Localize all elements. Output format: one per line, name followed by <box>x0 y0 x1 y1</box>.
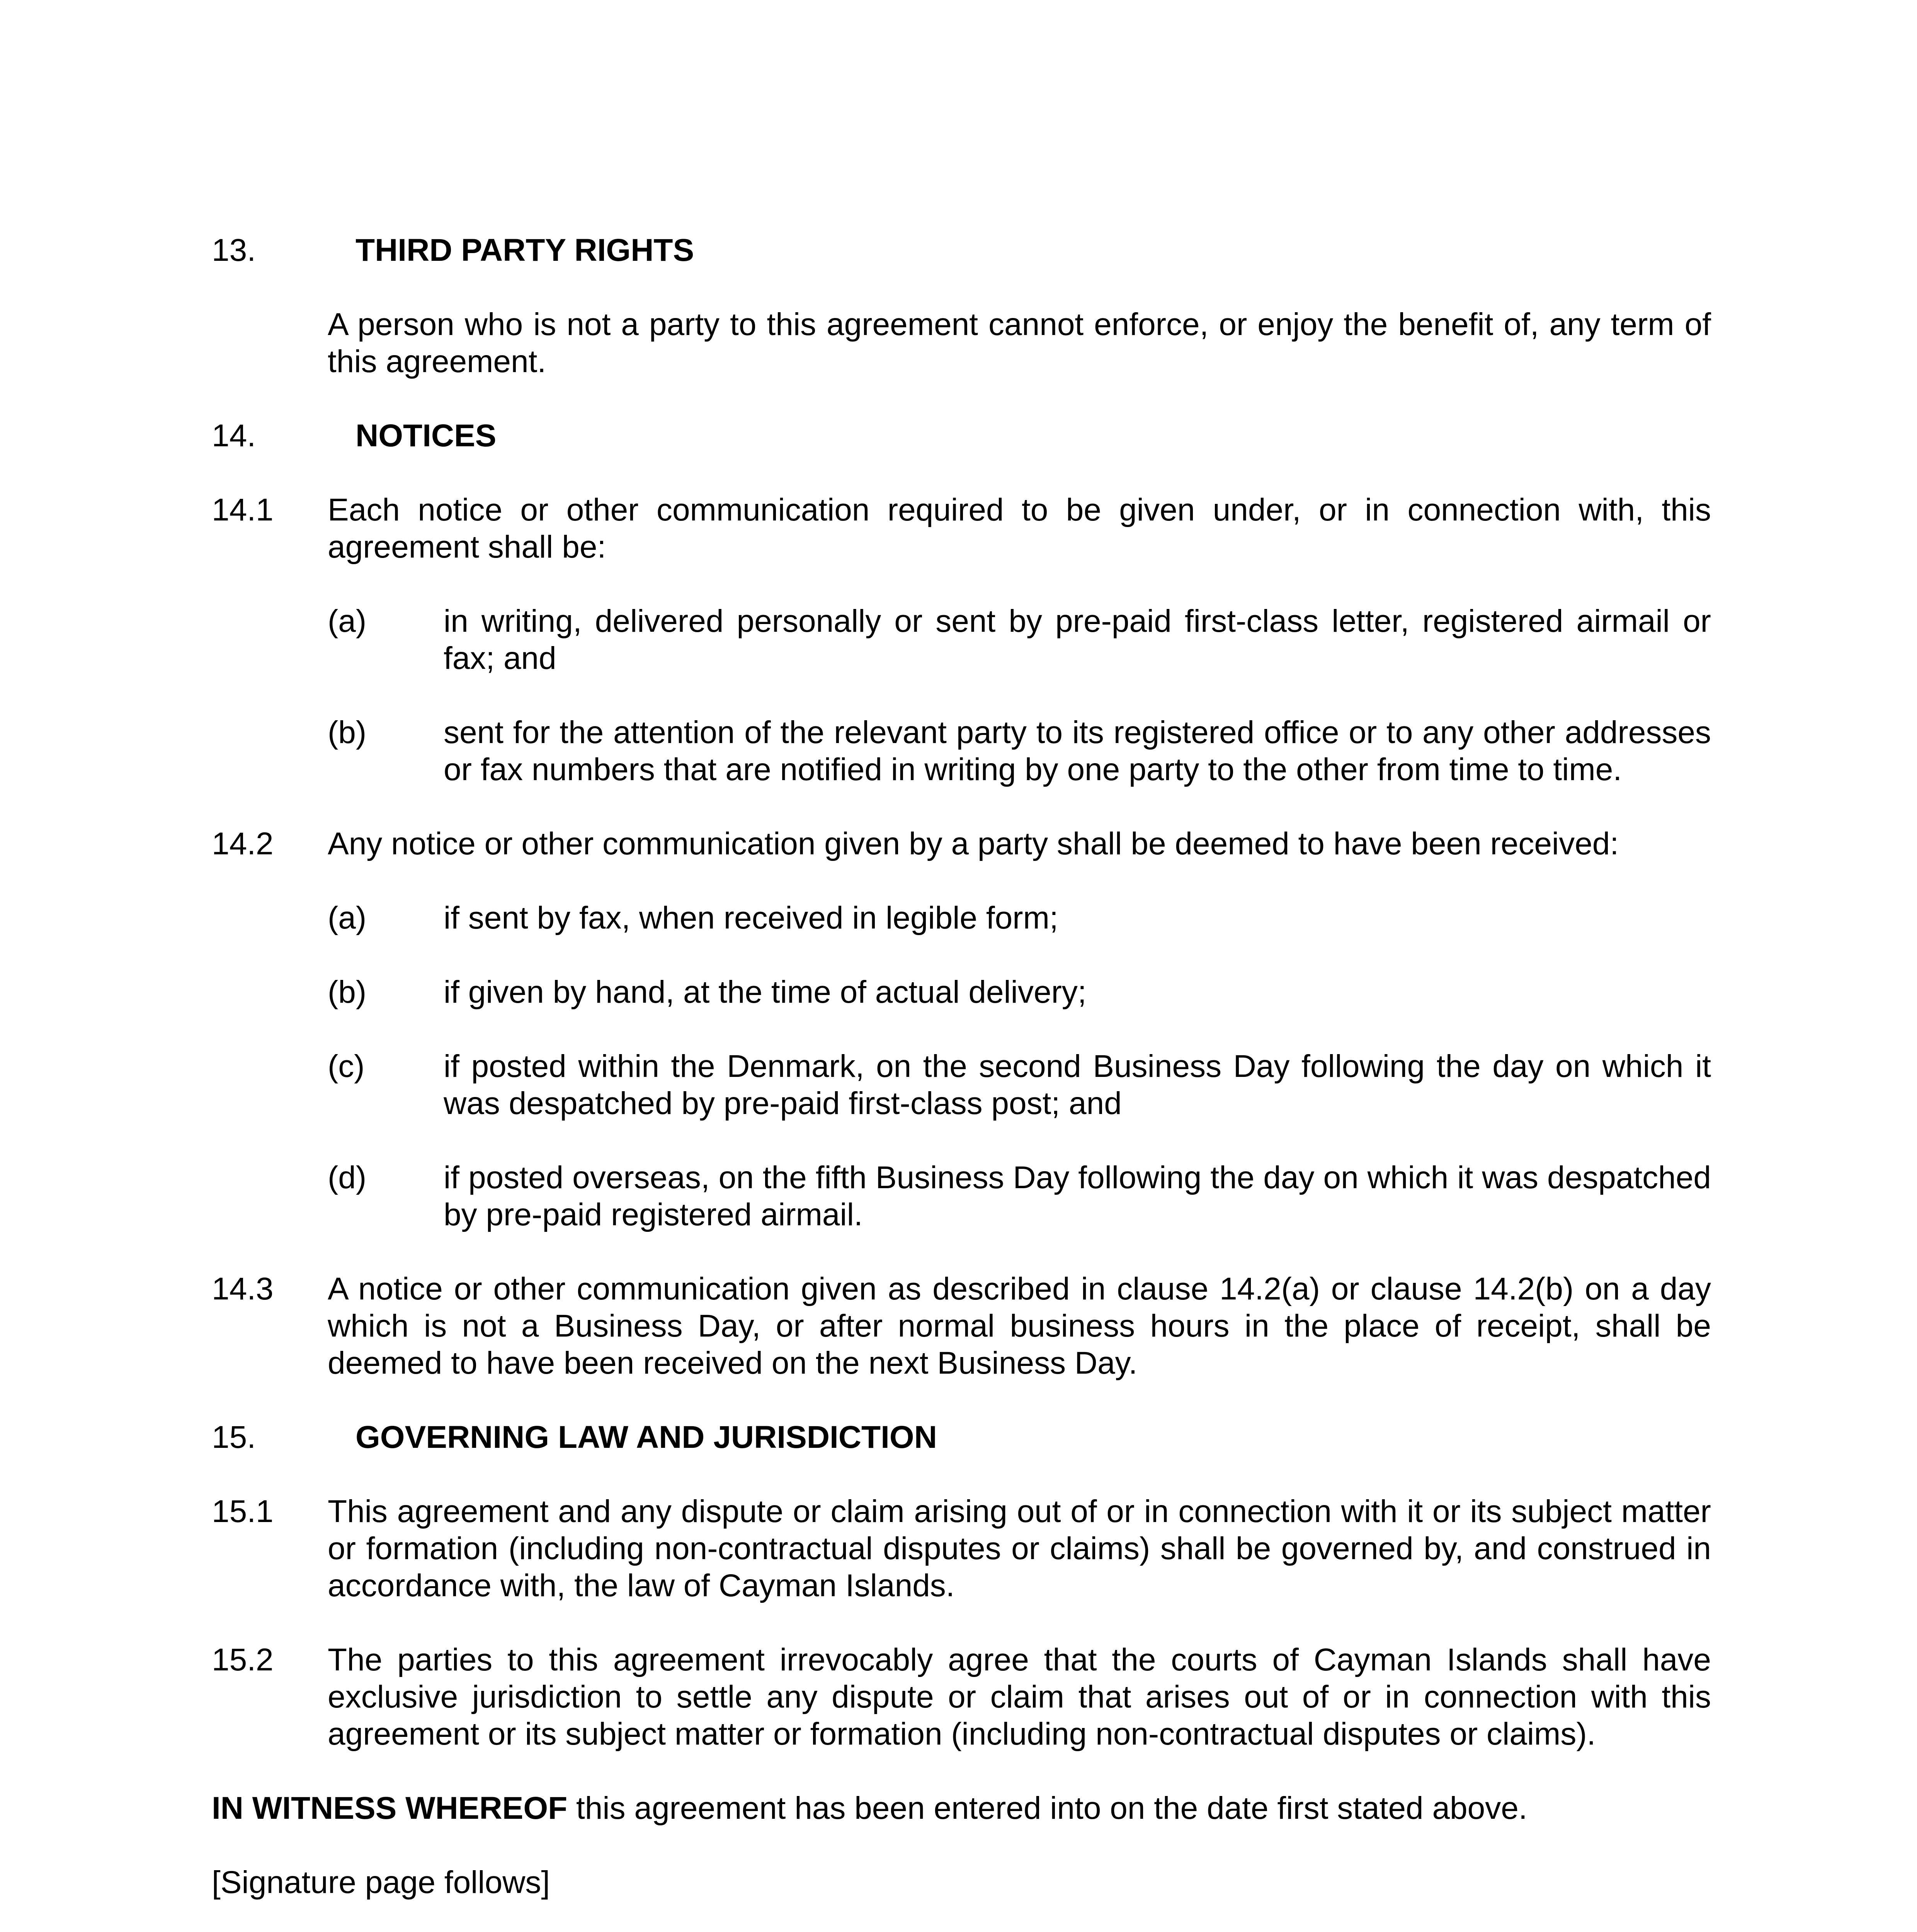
section-number: 14. <box>212 418 256 453</box>
section-13-text: A person who is not a party to this agreement cannot enforce, or enjoy the benefit of, any term of this agreement. <box>328 307 1711 379</box>
item-text: if given by hand, at the time of actual delivery; <box>444 975 1087 1010</box>
item-label: (b) <box>328 975 367 1010</box>
clause-14-3 <box>212 1270 1711 1382</box>
witness-bold: IN WITNESS WHEREOF <box>212 1791 568 1826</box>
item-text: if sent by fax, when received in legible form; <box>444 900 1058 935</box>
list-item <box>328 1048 1711 1122</box>
clause-15-1 <box>212 1493 1711 1604</box>
clause-number: 14.2 <box>212 826 274 861</box>
list-item <box>328 900 1711 937</box>
clause-text: This agreement and any dispute or claim arising out of or in connection with it or its subject matter or formation (including non-contractual disputes or claims) shall be governed by, and construed in accordance with, the law of Cayman Islands. <box>328 1494 1711 1603</box>
item-label: (c) <box>328 1049 365 1084</box>
item-label: (d) <box>328 1160 367 1195</box>
witness-text: this agreement has been entered into on the date first stated above. <box>567 1791 1527 1826</box>
section-title: THIRD PARTY RIGHTS <box>356 233 694 268</box>
item-label: (a) <box>328 900 367 935</box>
item-text: sent for the attention of the relevant party to its registered office or to any other addresses or fax numbers that are notified in writing by one party to the other from time to time. <box>444 715 1711 787</box>
section-title: NOTICES <box>356 418 497 453</box>
section-heading-15 <box>212 1419 1711 1456</box>
document-body <box>212 232 1711 1932</box>
list-item <box>328 714 1711 788</box>
clause-number: 14.3 <box>212 1271 274 1306</box>
item-text: if posted overseas, on the fifth Business Day following the day on which it was despatched by pre-paid registered airmail. <box>444 1160 1711 1232</box>
item-text: if posted within the Denmark, on the second Business Day following the day on which it was despatched by pre-paid first-class post; and <box>444 1049 1711 1121</box>
clause-text: Each notice or other communication required to be given under, or in connection with, this agreement shall be: <box>328 492 1711 565</box>
clause-text: The parties to this agreement irrevocably agree that the courts of Cayman Islands shall have exclusive jurisdiction to settle any dispute or claim that arises out of or in connection with this agreement or its subject matter or formation (including non-contractual disputes or claims). <box>328 1642 1711 1752</box>
list-item <box>328 603 1711 677</box>
clause-number: 15.1 <box>212 1494 274 1529</box>
clause-text: Any notice or other communication given by a party shall be deemed to have been received: <box>328 826 1619 861</box>
witness-statement <box>212 1790 1711 1827</box>
clause-number: 15.2 <box>212 1642 274 1677</box>
section-number: 13. <box>212 233 256 268</box>
section-heading-13 <box>212 232 1711 269</box>
item-label: (a) <box>328 604 367 639</box>
list-item <box>328 1159 1711 1233</box>
signature-note: [Signature page follows] <box>212 1865 550 1900</box>
item-label: (b) <box>328 715 367 750</box>
clause-15-2 <box>212 1641 1711 1753</box>
clause-number: 14.1 <box>212 492 274 527</box>
section-heading-14 <box>212 417 1711 454</box>
item-text: in writing, delivered personally or sent by pre-paid first-class letter, registered airmail or fax; and <box>444 604 1711 676</box>
section-number: 15. <box>212 1420 256 1455</box>
section-title: GOVERNING LAW AND JURISDICTION <box>356 1420 937 1455</box>
clause-14-2 <box>212 825 1711 862</box>
clause-14-1 <box>212 492 1711 566</box>
list-item <box>328 974 1711 1011</box>
clause-text: A notice or other communication given as described in clause 14.2(a) or clause 14.2(b) on a day which is not a Business Day, or after normal business hours in the place of receipt, shall be deemed to have been received on the next Business Day. <box>328 1271 1711 1381</box>
